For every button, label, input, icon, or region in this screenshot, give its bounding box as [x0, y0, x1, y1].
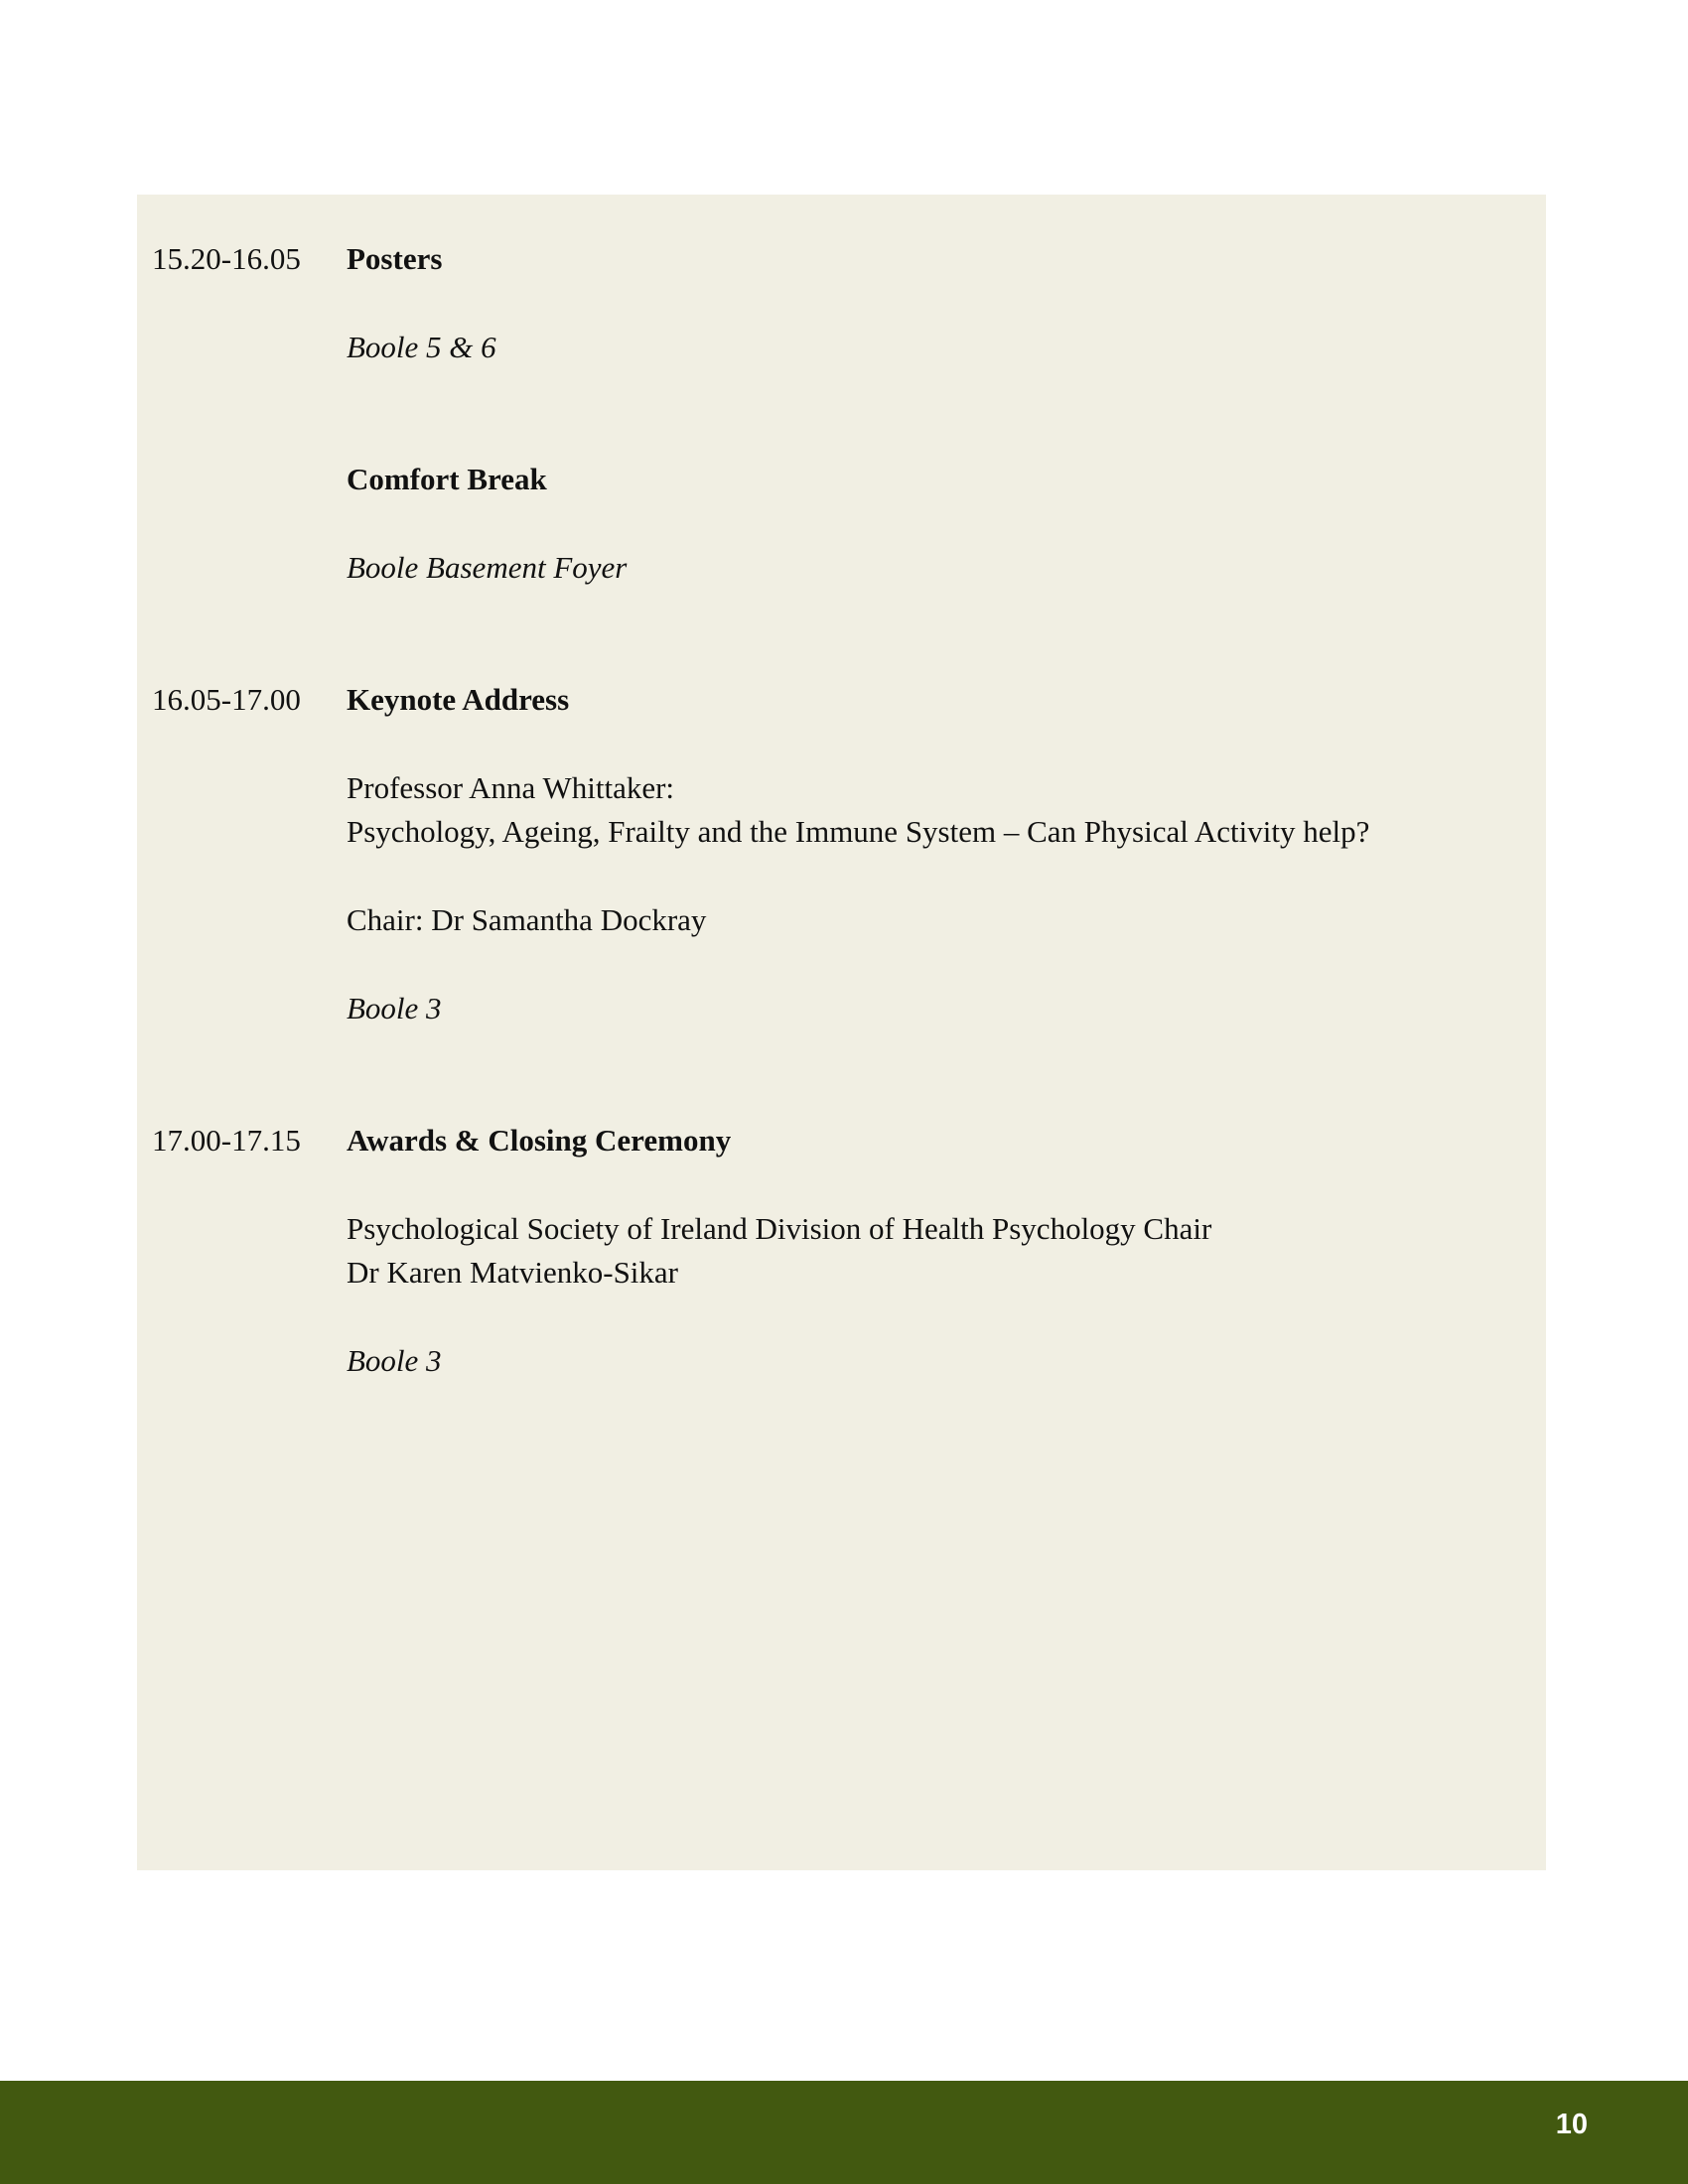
session-location: Boole 3 — [347, 991, 442, 1025]
keynote-speaker: Professor Anna Whittaker: — [347, 770, 675, 805]
session-location: Boole 5 & 6 — [347, 330, 496, 364]
session-title: Keynote Address — [347, 682, 570, 717]
page-number: 10 — [1555, 2109, 1588, 2140]
session-time: 16.05-17.00 — [152, 682, 301, 717]
footer-bar — [0, 2081, 1688, 2184]
session-time: 17.00-17.15 — [152, 1123, 301, 1158]
schedule-panel — [137, 195, 1546, 1870]
session-location: Boole Basement Foyer — [347, 550, 628, 585]
session-time: 15.20-16.05 — [152, 241, 301, 276]
session-title: Comfort Break — [347, 462, 547, 496]
session-title: Awards & Closing Ceremony — [347, 1123, 732, 1158]
presenter-name: Dr Karen Matvienko-Sikar — [347, 1255, 679, 1290]
session-location: Boole 3 — [347, 1343, 442, 1378]
session-chair: Chair: Dr Samantha Dockray — [347, 902, 707, 937]
keynote-talk-title: Psychology, Ageing, Frailty and the Immune System – Can Physical Activity help? — [347, 814, 1370, 849]
session-title: Posters — [347, 241, 443, 276]
presenter-role: Psychological Society of Ireland Division of Health Psychology Chair — [347, 1211, 1212, 1246]
